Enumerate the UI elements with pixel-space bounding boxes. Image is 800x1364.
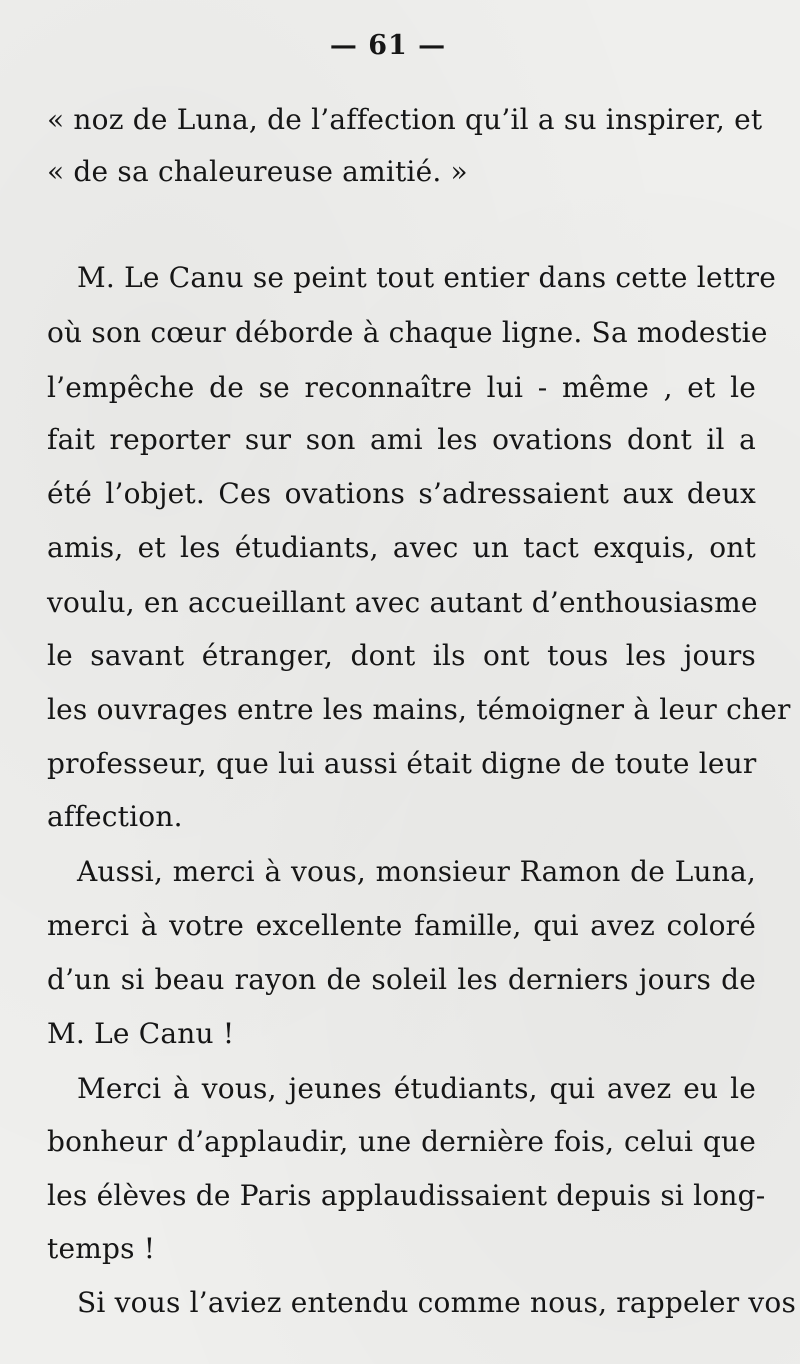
text-line: temps ! (47, 1232, 156, 1265)
text-line: affection. (47, 800, 183, 833)
text-line: le savant étranger, dont ils ont tous les jours (47, 639, 756, 672)
text-line: Merci à vous, jeunes étudiants, qui avez eu le (77, 1072, 756, 1105)
text-line: amis, et les étudiants, avec un tact exquis, ont (47, 531, 756, 564)
text-line: les élèves de Paris applaudissaient depuis si long- (47, 1179, 766, 1212)
text-line: les ouvrages entre les mains, témoigner à leur cher (47, 693, 791, 726)
text-line: d’un si beau rayon de soleil les derniers jours de (47, 963, 756, 996)
text-line: Si vous l’aviez entendu comme nous, rappeler vos (77, 1286, 797, 1319)
text-line: bonheur d’applaudir, une dernière fois, celui que (47, 1125, 756, 1158)
text-line: « de sa chaleureuse amitié. » (47, 155, 468, 188)
text-line: merci à votre excellente famille, qui avez coloré (47, 909, 756, 942)
text-line: fait reporter sur son ami les ovations dont il a (47, 423, 756, 456)
text-line: professeur, que lui aussi était digne de toute leur (47, 747, 757, 780)
text-line: voulu, en accueillant avec autant d’enthousiasme (47, 586, 758, 619)
text-line: été l’objet. Ces ovations s’adressaient aux deux (47, 477, 756, 510)
text-line: M. Le Canu se peint tout entier dans cette lettre (77, 261, 776, 294)
text-line: Aussi, merci à vous, monsieur Ramon de Luna, (77, 855, 756, 888)
text-line: où son cœur déborde à chaque ligne. Sa modestie (47, 316, 768, 349)
text-line: l’empêche de se reconnaître lui - même , et le (47, 371, 756, 404)
text-line: M. Le Canu ! (47, 1017, 235, 1050)
text-line: « noz de Luna, de l’affection qu’il a su inspirer, et (47, 103, 763, 136)
page-number: — 61 — (329, 30, 447, 61)
